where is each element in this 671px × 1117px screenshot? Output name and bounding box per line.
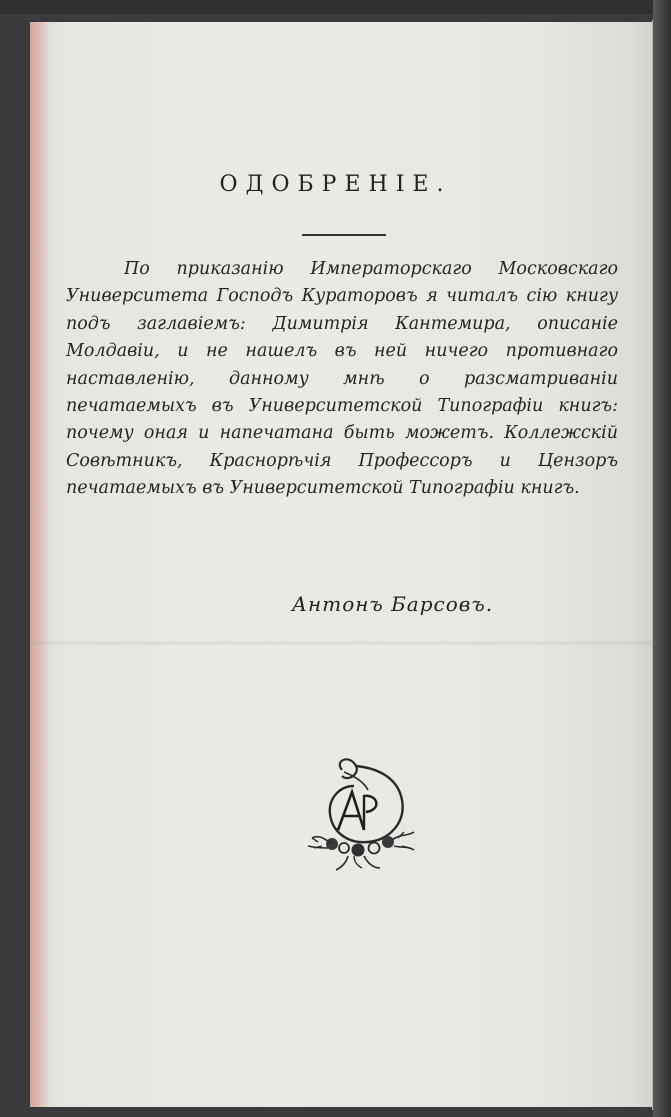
approval-text: По приказанію Императорскаго Московскаго Университета Господъ Кураторовъ я читалъ сію книгу подъ заглавіемъ: Димитрія Кантемира, описаніе Молдавіи, и не нашелъ въ ней ничего противнаго наставленію, данному мнѣ о разсматриваніи печатаемыхъ въ Университетской Типографіи книгъ: почему оная и напечатана быть можетъ. Коллежскій Совѣтникъ, Краснорѣчія Профессоръ и Цензоръ печатаемыхъ въ Университетской Типографіи книгъ. bbox=[66, 259, 618, 499]
page-title: ОДОБРЕНІЕ. bbox=[219, 172, 452, 197]
scan-background-top bbox=[0, 0, 671, 14]
scan-background-right bbox=[653, 0, 671, 1117]
censor-signature: Антонъ Барсовъ. bbox=[291, 592, 494, 616]
title-divider bbox=[302, 234, 386, 236]
monogram-vignette bbox=[298, 756, 422, 874]
page-fold-crease bbox=[30, 640, 656, 646]
